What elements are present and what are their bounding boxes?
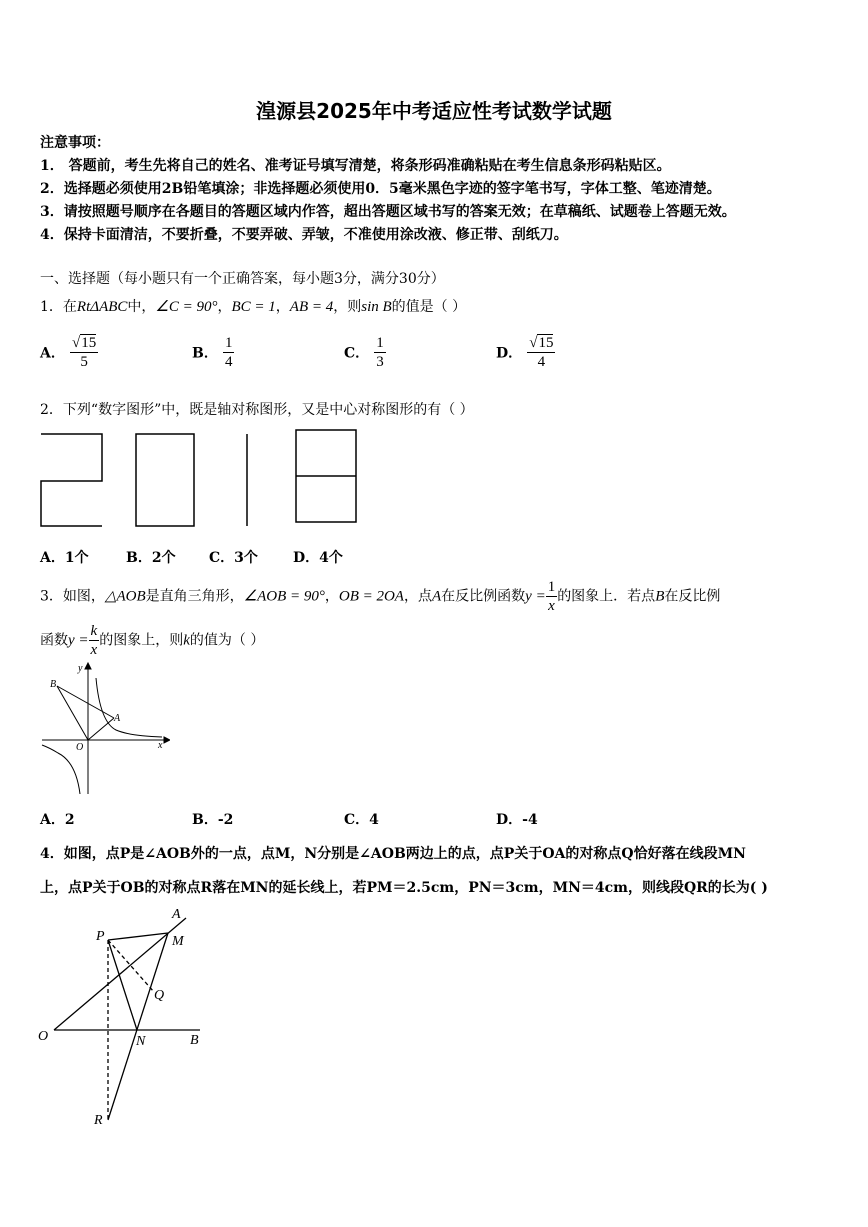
q4-figure xyxy=(36,902,212,1132)
point-q-label: Q xyxy=(154,988,165,1003)
option-letter: A． xyxy=(40,345,65,362)
fraction: $\frac{1}{4}$ xyxy=(224,335,233,370)
fraction: $\frac{√15}{5}$ xyxy=(71,335,97,370)
point-r-label: R xyxy=(94,1113,103,1128)
q2-option-d[interactable]: D．4个 xyxy=(293,550,343,566)
notice-item: 4．保持卡面清洁，不要折叠，不要弄破、弄皱，不准使用涂改液、修正带、刮纸刀。 xyxy=(40,227,568,243)
point-a-label: A xyxy=(172,907,181,922)
segment-pm xyxy=(108,933,168,940)
q1-triangle: ΔABC xyxy=(90,299,128,315)
point-m-label: M xyxy=(172,934,184,949)
question-1 xyxy=(40,296,466,316)
notice-item: 2．选择题必须使用2B铅笔填涂；非选择题必须使用0．5毫米黑色字迹的签字笔书写，字体工整、笔迹清楚。 xyxy=(40,181,721,197)
hyperbola-branch-1 xyxy=(96,678,162,737)
q2-option-c[interactable]: C．3个 xyxy=(209,550,258,566)
point-a-label: A xyxy=(114,713,121,724)
notice-item: 1． 答题前，考生先将自己的姓名、准考证号填写清楚，将条形码准确粘贴在考生信息条形码粘贴区。 xyxy=(40,158,671,174)
q2-option-a[interactable]: A．1个 xyxy=(40,550,89,566)
fraction: $\frac{1}{3}$ xyxy=(376,335,384,370)
q1-num: 1．在 xyxy=(40,299,77,315)
question-3-line-2: 函数y = $\frac{k}{x}$ 的图象上，则k的值为（ ） xyxy=(40,623,265,658)
point-b-label: B xyxy=(190,1033,199,1048)
q3-option-b[interactable]: B．-2 xyxy=(192,812,234,828)
segment-pn xyxy=(108,940,137,1030)
segment-ab xyxy=(57,686,114,718)
q1-text: 中， xyxy=(127,299,156,315)
question-4-line-1: 4．如图，点P是∠AOB外的一点，点M，N分别是∠AOB两边上的点，点P关于OA的对称点Q恰好落在线段MN xyxy=(40,846,746,862)
y-axis-label: y xyxy=(78,663,83,674)
question-3-line-1: 3．如图，△AOB是直角三角形，∠AOB = 90°，OB = 2OA，点A在反比例函数y = $\frac{1}{x}$ 的图象上．若点B在反比例 xyxy=(40,579,721,614)
notice-heading: 注意事项： xyxy=(40,135,110,151)
digit-0-shape xyxy=(136,434,194,526)
ray-oa xyxy=(54,918,186,1030)
q1-option-c[interactable] xyxy=(344,334,386,371)
q1-ab: AB = 4 xyxy=(289,299,334,315)
q1-option-a[interactable] xyxy=(40,334,98,371)
option-letter: D． xyxy=(496,345,523,362)
point-o-label: O xyxy=(38,1029,49,1044)
q1-text: ，则 xyxy=(333,299,362,315)
segment-oa xyxy=(88,718,114,740)
q1-rt: Rt xyxy=(76,299,91,315)
origin-label: O xyxy=(76,742,84,753)
q2-digit-figures xyxy=(38,428,363,533)
segment-pq-dashed xyxy=(108,940,154,992)
question-2: 2．下列“数字图形”中，既是轴对称图形，又是中心对称图形的有（ ） xyxy=(40,402,474,418)
q1-text: 的值是（ ） xyxy=(391,299,467,315)
q1-bc: BC = 1 xyxy=(231,299,276,315)
q3-option-a[interactable]: A．2 xyxy=(40,812,75,828)
option-letter: B． xyxy=(192,345,218,362)
q1-text: ， xyxy=(275,299,290,315)
line-mn-extended xyxy=(108,933,168,1120)
point-p-label: P xyxy=(96,929,105,944)
x-axis-arrow xyxy=(164,737,170,743)
q1-text: ， xyxy=(217,299,232,315)
notice-item: 3．请按照题号顺序在各题目的答题区域内作答，超出答题区域书写的答案无效；在草稿纸、试题卷上答题无效。 xyxy=(40,204,736,220)
hyperbola-branch-2 xyxy=(42,745,80,794)
point-b-label: B xyxy=(50,679,57,690)
point-n-label: N xyxy=(136,1034,146,1049)
q1-sinb: sin B xyxy=(361,299,392,315)
q3-option-c[interactable]: C．4 xyxy=(344,812,379,828)
x-axis-label: x xyxy=(158,740,163,751)
option-letter: C． xyxy=(344,345,370,362)
digit-2-shape xyxy=(41,434,102,526)
section-heading: 一、选择题（每小题只有一个正确答案，每小题3分，满分30分） xyxy=(40,271,445,287)
q2-option-b[interactable]: B．2个 xyxy=(126,550,176,566)
q3-figure xyxy=(38,660,170,798)
q1-option-b[interactable] xyxy=(192,334,234,371)
segment-ob xyxy=(57,686,88,740)
page-title: 湟源县2025年中考适应性考试数学试题 xyxy=(256,99,612,123)
q1-angle: ∠C = 90° xyxy=(155,299,218,315)
q1-option-d[interactable] xyxy=(496,334,555,371)
fraction: $\frac{√15}{4}$ xyxy=(529,335,554,370)
question-4-line-2: 上，点P关于OB的对称点R落在MN的延长线上，若PM＝2.5cm，PN＝3cm，MN＝4cm，则线段QR的长为( ) xyxy=(40,880,768,896)
q3-option-d[interactable]: D．-4 xyxy=(496,812,538,828)
y-axis-arrow xyxy=(85,663,91,669)
